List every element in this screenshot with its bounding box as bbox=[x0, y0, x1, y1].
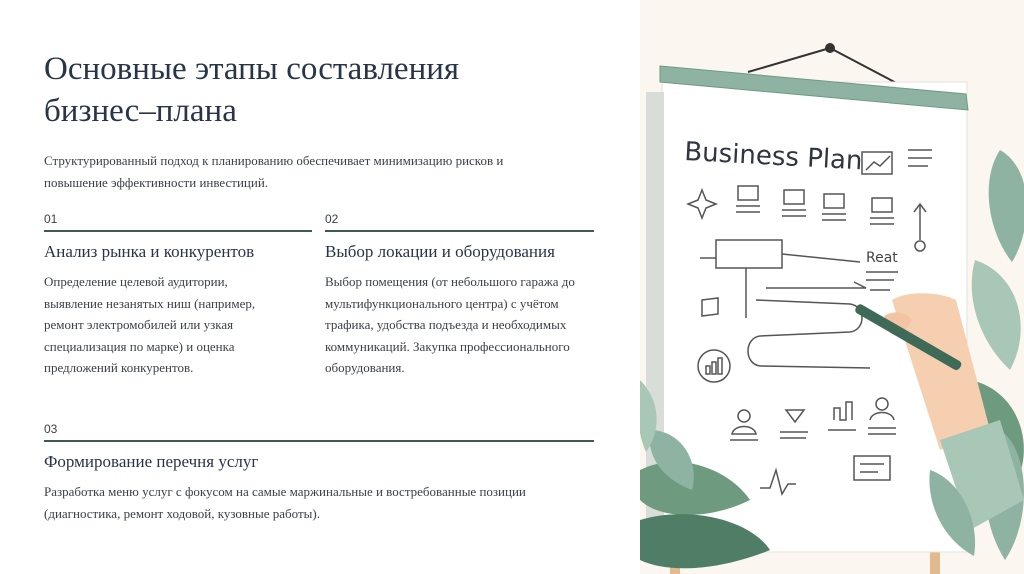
step-1 bbox=[44, 211, 312, 379]
step-divider bbox=[325, 230, 594, 232]
desc-line: Определение целевой аудитории, bbox=[44, 274, 228, 289]
desc-line: Разработка меню услуг с фокусом на самые маржинальные и востребованные позиции bbox=[44, 484, 526, 499]
desc-line: коммуникаций. Закупка профессионального bbox=[325, 338, 570, 354]
desc-line: (диагностика, ремонт ходовой, кузовные работы). bbox=[44, 505, 320, 521]
step-number: 03 bbox=[44, 422, 58, 436]
desc-line: предложений конкурентов. bbox=[44, 360, 194, 375]
intro-text bbox=[44, 150, 584, 194]
desc-line: специализация по марке) и оценка bbox=[44, 338, 235, 354]
desc-line: мультифункционального центра) с учётом bbox=[325, 295, 559, 311]
illustration-svg bbox=[640, 0, 1024, 574]
desc-line: оборудования. bbox=[325, 360, 405, 375]
step-heading: Анализ рынка и конкурентов bbox=[44, 242, 255, 261]
step-description bbox=[325, 271, 594, 379]
desc-line: выявление незанятых ниш (например, bbox=[44, 295, 256, 311]
step-number: 01 bbox=[44, 212, 58, 226]
business-plan-illustration bbox=[640, 0, 1024, 574]
intro-line-1: Структурированный подход к планированию обеспечивает минимизацию рисков и bbox=[44, 153, 504, 168]
desc-line: ремонт электромобилей или узкая bbox=[44, 317, 234, 332]
step-3 bbox=[44, 421, 594, 524]
step-description bbox=[44, 481, 594, 524]
step-heading: Формирование перечня услуг bbox=[44, 452, 259, 471]
title-line-1: Основные этапы составления bbox=[44, 51, 460, 87]
step-description bbox=[44, 271, 312, 379]
step-divider bbox=[44, 230, 312, 232]
step-divider bbox=[44, 440, 594, 442]
desc-line: трафика, удобства подъезда и необходимых bbox=[325, 317, 567, 332]
board-note: Reat bbox=[866, 250, 898, 266]
slide-title bbox=[44, 48, 604, 132]
intro-line-2: повышение эффективности инвестиций. bbox=[44, 175, 269, 190]
title-line-2: бизнес–плана bbox=[44, 93, 237, 129]
desc-line: Выбор помещения (от небольшого гаража до bbox=[325, 274, 575, 289]
step-2 bbox=[325, 211, 594, 379]
board-heading: Business Plan bbox=[683, 137, 864, 177]
step-heading: Выбор локации и оборудования bbox=[325, 242, 555, 261]
step-number: 02 bbox=[325, 212, 339, 226]
